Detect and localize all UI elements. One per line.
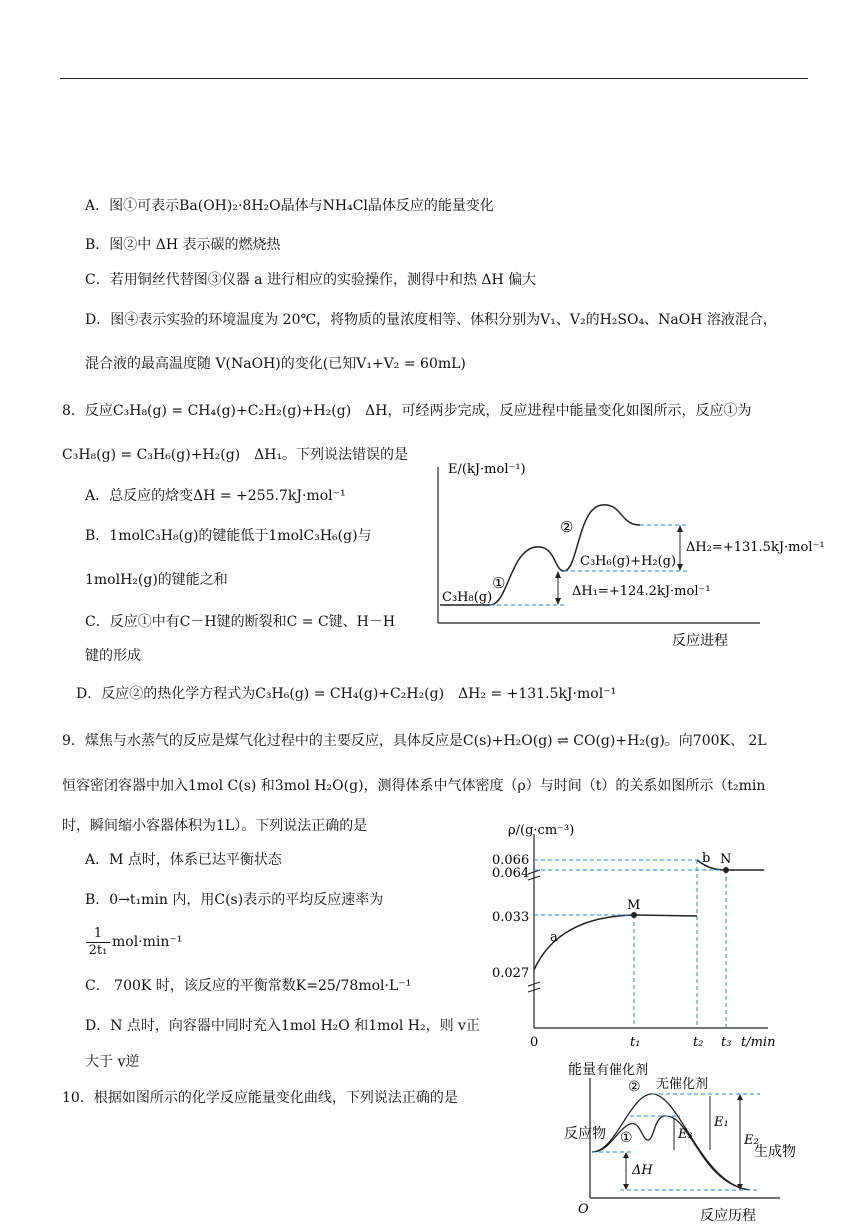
- q9-option-b-unit: mol·min⁻¹: [112, 934, 183, 950]
- q9-density-chart: [490, 820, 790, 1055]
- q8-option-a: A．总反应的焓变ΔH = +255.7kJ·mol⁻¹: [85, 488, 346, 504]
- q9-ytick-0066: 0.066: [492, 853, 530, 868]
- q10-no-catalyst-label: 无催化剂: [656, 1077, 709, 1092]
- q9-stem-line1: 9．煤焦与水蒸气的反应是煤气化过程中的主要反应，具体反应是C(s)+H₂O(g) ⇌ CO(g)+H₂(g)。向700K、 2L: [62, 733, 767, 749]
- q8-option-b-cont: 1molH₂(g)的键能之和: [85, 572, 228, 588]
- q9-point-n-label: N: [720, 852, 732, 867]
- q9-origin-label: 0: [530, 1035, 539, 1050]
- q9-option-d-cont: 大于 v逆: [85, 1054, 140, 1070]
- q9-xtick-t1: t₁: [630, 1035, 641, 1050]
- q9-point-m-label: M: [627, 898, 641, 913]
- q9-option-b: B．0→t₁min 内，用C(s)表示的平均反应速率为: [85, 892, 384, 908]
- q8-option-d: D．反应②的热化学方程式为C₃H₆(g) = CH₄(g)+C₂H₂(g) ΔH₂ = +131.5kJ·mol⁻¹: [76, 686, 617, 702]
- q9-curve-a: [534, 915, 697, 970]
- q10-mark-2: ②: [628, 1079, 641, 1095]
- q8-step2-marker: ②: [560, 518, 574, 536]
- q8-option-b: B．1molC₃H₈(g)的键能低于1molC₃H₆(g)与: [85, 528, 372, 544]
- q9-stem-line2: 恒容密闭容器中加入1mol C(s) 和3mol H₂O(g)，测得体系中气体密度（ρ）与时间（t）的关系如图所示（t₂min: [62, 778, 766, 794]
- q9-option-c: C． 700K 时，该反应的平衡常数K=25/78mol·L⁻¹: [85, 978, 412, 994]
- q10-e1-label: E₁: [714, 1115, 729, 1130]
- q9-curve-b-label: b: [702, 851, 711, 866]
- q10-dh-label: ΔH: [632, 1163, 653, 1178]
- q9-xtick-t3: t₃: [721, 1035, 732, 1050]
- q9-fraction-numerator: 1: [93, 926, 103, 941]
- q10-product-label: 生成物: [754, 1144, 796, 1160]
- q10-mark-1: ①: [620, 1130, 633, 1146]
- q9-option-a: A．M 点时，体系已达平衡状态: [85, 852, 282, 868]
- q9-xtick-t2: t₂: [693, 1035, 704, 1050]
- q8-stem-line1: 8．反应C₃H₈(g) = CH₄(g)+C₂H₂(g)+H₂(g) ΔH，可经两步完成，反应进程中能量变化如图所示，反应①为: [62, 403, 752, 419]
- q9-x-axis-label: t/min: [741, 1035, 776, 1050]
- q10-e3-label: E₃: [678, 1127, 693, 1142]
- q9-stem-line3: 时，瞬间缩小容器体积为1L）。下列说法正确的是: [62, 818, 368, 834]
- q8-x-axis-label: 反应进程: [672, 633, 728, 649]
- q8-y-axis-label: E/(kJ·mol⁻¹): [448, 462, 526, 477]
- q9-option-b-fraction: [86, 926, 110, 958]
- q10-x-axis-label: 反应历程: [700, 1208, 756, 1224]
- q9-ytick-0064: 0.064: [492, 866, 530, 881]
- q7-option-a: A．图①可表示Ba(OH)₂·8H₂O晶体与NH₄Cl晶体反应的能量变化: [85, 198, 494, 214]
- q10-energy-diagram: [560, 1058, 800, 1226]
- q8-option-c-cont: 键的形成: [85, 648, 141, 664]
- q10-e2-label: E₂: [744, 1133, 759, 1148]
- q9-point-n: [723, 867, 729, 873]
- q8-intermediate-label: C₃H₆(g)+H₂(g): [580, 554, 677, 569]
- q10-catalyst-label: 有催化剂: [596, 1063, 649, 1078]
- q7-option-d: D．图④表示实验的环境温度为 20℃，将物质的量浓度相等、体积分别为V₁、V₂的H₂SO₄、NaOH 溶液混合，: [85, 312, 777, 328]
- q9-y-axis-label: ρ/(g·cm⁻³): [508, 823, 575, 838]
- q8-reactant-label: C₃H₈(g): [442, 590, 493, 605]
- q9-ytick-0033: 0.033: [492, 910, 530, 925]
- q8-stem-line2: C₃H₈(g) = C₃H₆(g)+H₂(g) ΔH₁。下列说法错误的是: [62, 447, 409, 463]
- q7-option-c: C．若用铜丝代替图③仪器 a 进行相应的实验操作，测得中和热 ΔH 偏大: [85, 272, 537, 288]
- q9-option-d: D．N 点时，向容器中同时充入1mol H₂O 和1mol H₂，则 v正: [85, 1018, 480, 1034]
- q8-option-c: C．反应①中有C－H键的断裂和C = C键、H－H: [85, 614, 396, 630]
- q9-ytick-0027: 0.027: [492, 966, 530, 981]
- q10-y-axis-label-1: 能量: [568, 1062, 596, 1078]
- q10-reactant-label: 反应物: [564, 1126, 606, 1142]
- q10-origin-label: O: [578, 1202, 589, 1217]
- q7-option-d-cont: 混合液的最高温度随 V(NaOH)的变化(已知V₁+V₂ = 60mL): [85, 356, 466, 372]
- q8-energy-diagram: [430, 455, 830, 655]
- q8-dh2-label: ΔH₂=+131.5kJ·mol⁻¹: [686, 540, 825, 555]
- q10-no-catalyst-curve: [592, 1094, 750, 1190]
- q7-option-b: B．图②中 ΔH 表示碳的燃烧热: [85, 237, 281, 253]
- q9-curve-a-label: a: [550, 930, 558, 945]
- q8-dh1-label: ΔH₁=+124.2kJ·mol⁻¹: [572, 584, 711, 599]
- q10-stem: 10．根据如图所示的化学反应能量变化曲线，下列说法正确的是: [62, 1090, 458, 1106]
- q8-step1-marker: ①: [492, 574, 506, 592]
- header-rule: [60, 78, 808, 79]
- q9-fraction-denominator: 2t₁: [86, 942, 110, 958]
